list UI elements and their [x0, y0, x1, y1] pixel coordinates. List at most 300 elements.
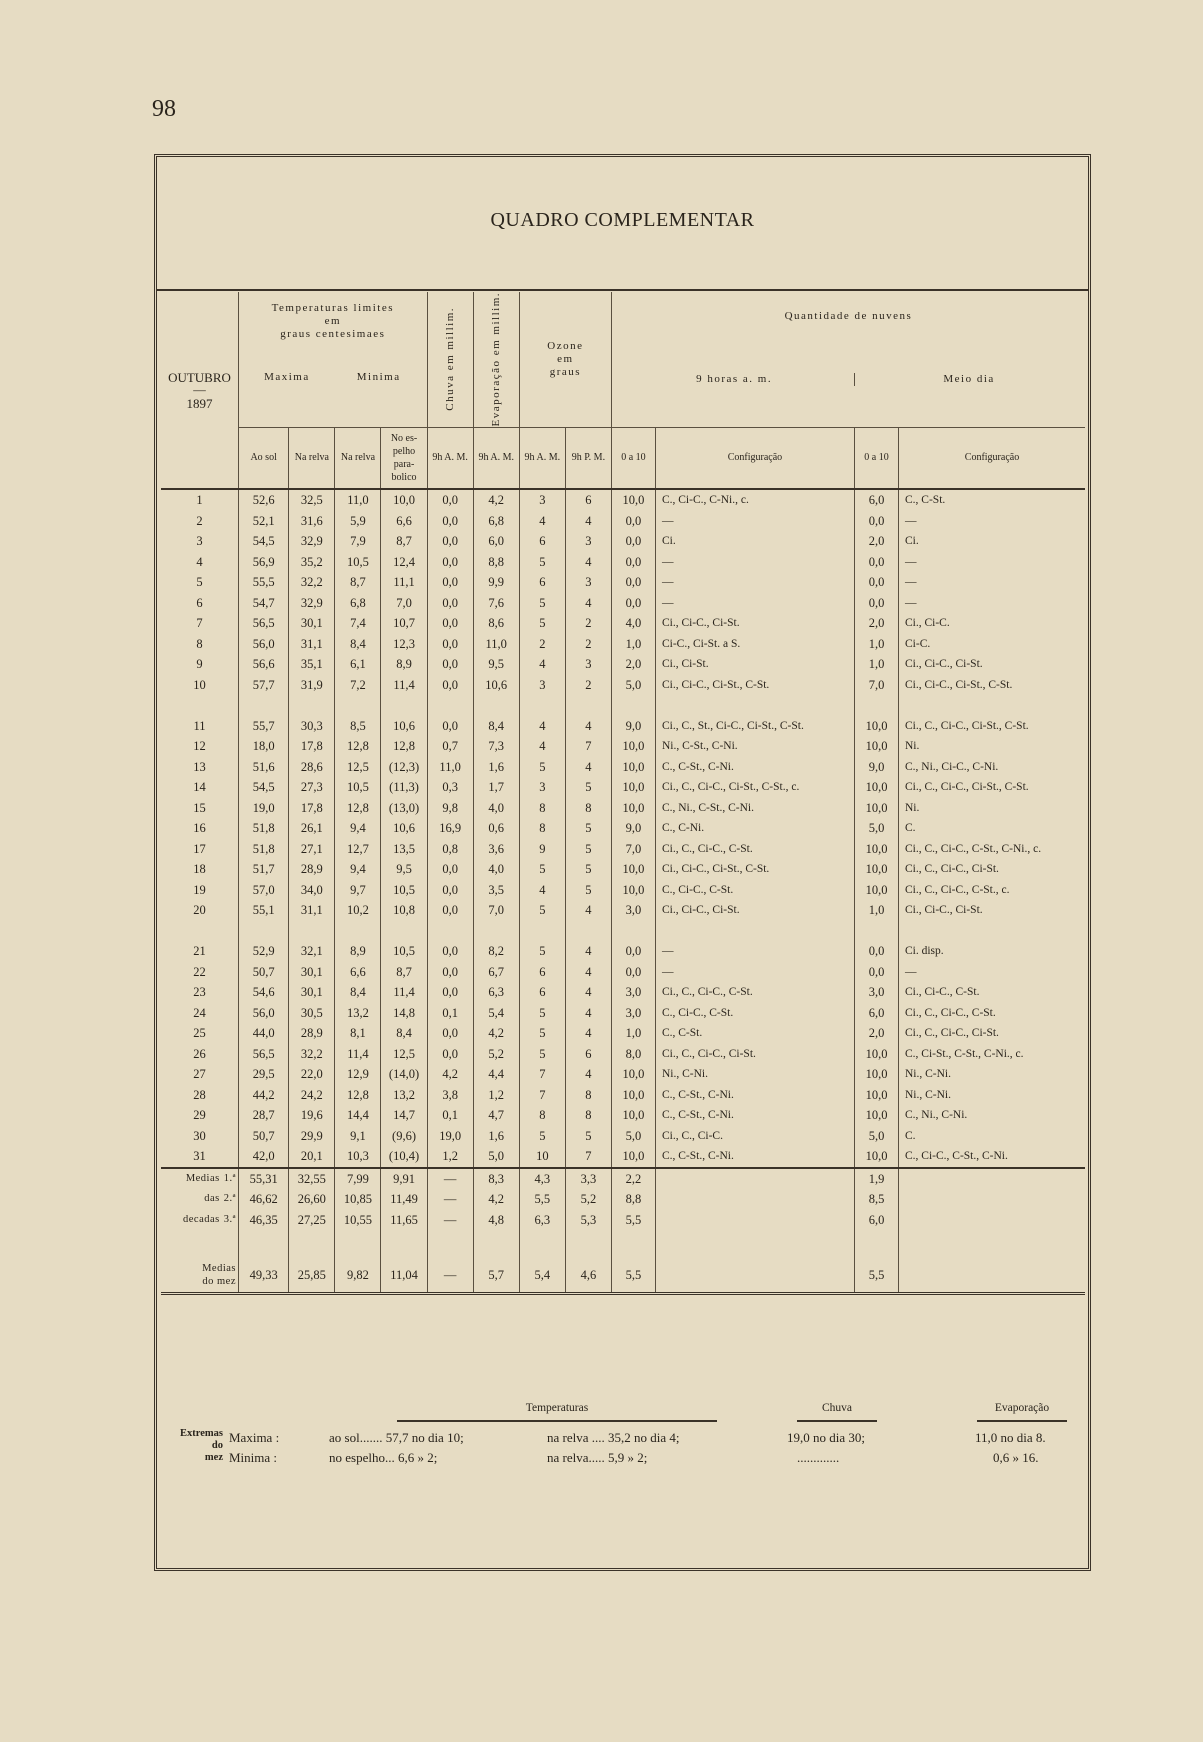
- table-cell: 19: [193, 882, 206, 897]
- table-row: [161, 736, 1085, 757]
- table-cell: 8: [519, 1105, 565, 1126]
- table-cell: 12: [193, 739, 206, 754]
- table-cell: —: [655, 572, 854, 593]
- table-cell: 3: [519, 675, 565, 696]
- table-cell: 0,0: [427, 634, 473, 655]
- table-cell: C., Ci-C., C-St.: [655, 1003, 854, 1024]
- nuvens-am-config-header: Configuração: [655, 427, 854, 489]
- table-cell: 1,2: [427, 1146, 473, 1168]
- table-cell: C., Ci-C., C-St.: [655, 880, 854, 901]
- table-cell: 55,5: [239, 572, 289, 593]
- table-cell: 0,0: [855, 511, 899, 532]
- table-cell: 0,0: [427, 654, 473, 675]
- table-cell: 10,0: [611, 736, 655, 757]
- table-cell: Ci., Ci-C., Ci-St.: [655, 613, 854, 634]
- table-cell: 5,4: [473, 1003, 519, 1024]
- table-cell: 1,6: [473, 757, 519, 778]
- medias-cell: 10,55: [335, 1210, 381, 1231]
- table-cell: 10,0: [611, 859, 655, 880]
- table-cell: 4: [565, 900, 611, 921]
- table-cell: 5,2: [473, 1044, 519, 1065]
- ozone-line-2: em: [557, 352, 574, 365]
- table-cell: Ci., Ci-C.: [899, 613, 1086, 634]
- table-cell: 10,5: [381, 941, 427, 962]
- table-cell: —: [899, 593, 1086, 614]
- table-cell: 28,9: [289, 859, 335, 880]
- table-cell: Ci., C., Ci-C., Ci-St.: [655, 1044, 854, 1065]
- table-cell: 4: [519, 736, 565, 757]
- table-cell: 35,2: [289, 552, 335, 573]
- table-cell: Ci., Ci-C., Ci-St., C-St.: [899, 675, 1086, 696]
- table-row: [161, 1064, 1085, 1085]
- medias-mez-cell: 5,5: [611, 1258, 655, 1294]
- table-cell: 28: [193, 1087, 206, 1102]
- table-cell: C., C-St., C-Ni.: [655, 1085, 854, 1106]
- table-row: [161, 1003, 1085, 1024]
- table-cell: 27: [193, 1067, 206, 1082]
- table-cell: 2: [196, 513, 203, 528]
- table-body: [161, 489, 1085, 1294]
- table-cell: 0,0: [611, 552, 655, 573]
- empty-cell: [655, 1210, 854, 1231]
- table-cell: 0,0: [855, 593, 899, 614]
- medias-mez-cell: 5,5: [855, 1258, 899, 1294]
- table-cell: 5: [519, 1003, 565, 1024]
- table-cell: 35,1: [289, 654, 335, 675]
- medias-mez-row: [161, 1258, 1085, 1294]
- group-spacer: [161, 921, 1085, 942]
- table-cell: 17,8: [289, 736, 335, 757]
- table-cell: 10,0: [855, 798, 899, 819]
- table-cell: 0,0: [427, 941, 473, 962]
- medias-cell: 26,60: [289, 1189, 335, 1210]
- table-cell: 10,0: [611, 1146, 655, 1168]
- temp-group-line-1: Temperaturas limites: [271, 302, 394, 314]
- table-cell: C., C-St.: [655, 1023, 854, 1044]
- table-frame: [154, 154, 1091, 1571]
- table-cell: 4: [565, 1064, 611, 1085]
- table-cell: 10,0: [855, 716, 899, 737]
- table-cell: 6,0: [855, 1003, 899, 1024]
- table-cell: 10,8: [381, 900, 427, 921]
- table-cell: 9,8: [427, 798, 473, 819]
- table-cell: 9,5: [381, 859, 427, 880]
- table-cell: 4,0: [611, 613, 655, 634]
- ozone-pm-header: 9h P. M.: [565, 427, 611, 489]
- ozone-header: [519, 292, 611, 427]
- table-cell: C., C-Ni.: [655, 818, 854, 839]
- meio-dia-header: Meio dia: [854, 373, 1083, 386]
- table-row: [161, 941, 1085, 962]
- table-cell: 51,8: [239, 818, 289, 839]
- table-cell: 5: [565, 777, 611, 798]
- table-cell: 22,0: [289, 1064, 335, 1085]
- table-cell: Ci., C., Ci-C., Ci-St., C-St.: [899, 716, 1086, 737]
- medias-mez-label: [161, 1258, 239, 1294]
- table-cell: 0,0: [855, 941, 899, 962]
- table-cell: 12,8: [335, 798, 381, 819]
- table-cell: 31: [193, 1149, 206, 1164]
- medias-mez-word-1: Medias: [202, 1263, 237, 1274]
- table-cell: 8,7: [335, 572, 381, 593]
- table-row: [161, 1126, 1085, 1147]
- table-row: [161, 675, 1085, 696]
- empty-cell: [655, 1258, 854, 1294]
- table-cell: 10,0: [855, 777, 899, 798]
- table-cell: C., C-St.: [899, 489, 1086, 511]
- table-cell: 16,9: [427, 818, 473, 839]
- table-row: [161, 1105, 1085, 1126]
- table-cell: 7: [519, 1064, 565, 1085]
- table-cell: Ci., Ci-C., Ci-St.: [899, 654, 1086, 675]
- table-cell: 6,1: [335, 654, 381, 675]
- table-cell: 50,7: [239, 1126, 289, 1147]
- table-cell: 10,0: [855, 736, 899, 757]
- evap-time-header: 9h A. M.: [473, 427, 519, 489]
- table-cell: 7: [196, 616, 203, 631]
- medias-decadas-row: [161, 1210, 1085, 1231]
- max-sol: ao sol....... 57,7 no dia 10;: [329, 1430, 464, 1445]
- table-cell: 32,2: [289, 572, 335, 593]
- table-cell: 3,0: [855, 982, 899, 1003]
- table-cell: 6,7: [473, 962, 519, 983]
- table-cell: 10,0: [855, 1044, 899, 1065]
- table-cell: 10,0: [855, 839, 899, 860]
- table-cell: 32,9: [289, 531, 335, 552]
- table-cell: 14: [193, 780, 206, 795]
- table-cell: 0,0: [611, 941, 655, 962]
- medias-mez-cell: 5,7: [473, 1258, 519, 1294]
- medias-mez-cell: 25,85: [289, 1258, 335, 1294]
- table-cell: 10,0: [611, 489, 655, 511]
- minima-header: Minima: [356, 371, 401, 383]
- table-row: [161, 531, 1085, 552]
- table-cell: 0,0: [427, 552, 473, 573]
- na-relva-min-header: Na relva: [335, 427, 381, 489]
- chuva-underline: [797, 1420, 877, 1422]
- empty-cell: [899, 1210, 1086, 1231]
- table-cell: 2: [565, 634, 611, 655]
- table-cell: 8,4: [473, 716, 519, 737]
- table-cell: 8: [565, 798, 611, 819]
- table-row: [161, 880, 1085, 901]
- table-cell: 4: [565, 941, 611, 962]
- table-cell: Ci., C., Ci-C., Ci-St.: [899, 1023, 1086, 1044]
- medias-decadas-label: [161, 1210, 239, 1231]
- medias-mez-cell: 4,6: [565, 1258, 611, 1294]
- table-cell: 9,7: [335, 880, 381, 901]
- table-cell: 7: [519, 1085, 565, 1106]
- table-cell: 12,5: [381, 1044, 427, 1065]
- table-cell: 12,4: [381, 552, 427, 573]
- table-cell: 10,6: [473, 675, 519, 696]
- table-cell: 1,0: [611, 1023, 655, 1044]
- table-row: [161, 593, 1085, 614]
- decada-ordinal: 2.ª: [223, 1193, 237, 1205]
- table-cell: 4: [565, 757, 611, 778]
- table-cell: 10,0: [611, 798, 655, 819]
- table-cell: 52,9: [239, 941, 289, 962]
- table-cell: 3,6: [473, 839, 519, 860]
- medias-cell: —: [427, 1168, 473, 1190]
- table-cell: 10,2: [335, 900, 381, 921]
- table-cell: 4: [519, 880, 565, 901]
- extremas-evaporacao-header: Evaporação: [994, 1402, 1050, 1414]
- table-cell: 8,0: [611, 1044, 655, 1065]
- table-cell: 18,0: [239, 736, 289, 757]
- table-cell: 5,0: [473, 1146, 519, 1168]
- medias-cell: 32,55: [289, 1168, 335, 1190]
- table-cell: 28,7: [239, 1105, 289, 1126]
- maxima-label: Maxima :: [229, 1430, 280, 1445]
- table-cell: 13,5: [381, 839, 427, 860]
- nuvens-header: [611, 292, 1085, 427]
- decada-ordinal: 3.ª: [223, 1213, 237, 1225]
- table-cell: 19,0: [427, 1126, 473, 1147]
- table-cell: 28,6: [289, 757, 335, 778]
- table-cell: Ci., Ci-C., C-St.: [899, 982, 1086, 1003]
- table-cell: 0,0: [855, 552, 899, 573]
- table-cell: 6,6: [381, 511, 427, 532]
- table-row: [161, 654, 1085, 675]
- climate-table: [161, 292, 1085, 1295]
- table-cell: 11,0: [473, 634, 519, 655]
- table-row: [161, 613, 1085, 634]
- min-evap: 0,6 » 16.: [993, 1450, 1039, 1465]
- table-cell: (9,6): [381, 1126, 427, 1147]
- table-cell: 3: [196, 534, 203, 549]
- na-relva-max-header: Na relva: [289, 427, 335, 489]
- table-cell: 13: [193, 759, 206, 774]
- medias-decadas-row: [161, 1189, 1085, 1210]
- table-cell: 7: [565, 736, 611, 757]
- table-cell: 30: [193, 1128, 206, 1143]
- table-cell: 8,7: [381, 531, 427, 552]
- table-cell: Ci., C., Ci-C., Ci-St., C-St.: [899, 777, 1086, 798]
- table-cell: 17,8: [289, 798, 335, 819]
- table-cell: 51,6: [239, 757, 289, 778]
- table-cell: 10,0: [611, 777, 655, 798]
- table-cell: 0,0: [427, 593, 473, 614]
- table-cell: 3: [565, 572, 611, 593]
- table-cell: 29: [193, 1108, 206, 1123]
- table-row: [161, 1146, 1085, 1168]
- table-cell: 0,0: [611, 593, 655, 614]
- table-cell: 6,8: [335, 593, 381, 614]
- table-cell: Ci., C., Ci-C., Ci-St., C-St., c.: [655, 777, 854, 798]
- table-cell: 31,1: [289, 900, 335, 921]
- table-row: [161, 900, 1085, 921]
- table-cell: 0,0: [427, 962, 473, 983]
- table-cell: 7,0: [473, 900, 519, 921]
- table-cell: 5: [565, 859, 611, 880]
- table-cell: 4: [565, 593, 611, 614]
- table-cell: 1,0: [855, 654, 899, 675]
- month-header: [161, 292, 239, 489]
- table-cell: 6: [519, 531, 565, 552]
- table-cell: 3: [565, 531, 611, 552]
- table-cell: 8: [196, 636, 203, 651]
- month-dash: —: [193, 382, 206, 397]
- table-row: [161, 757, 1085, 778]
- table-cell: 55,7: [239, 716, 289, 737]
- table-cell: 12,5: [335, 757, 381, 778]
- table-cell: 5: [519, 900, 565, 921]
- table-cell: Ni., C-St., C-Ni.: [655, 736, 854, 757]
- table-cell: —: [655, 593, 854, 614]
- table-cell: 31,9: [289, 675, 335, 696]
- table-cell: C., Ci-St., C-St., C-Ni., c.: [899, 1044, 1086, 1065]
- table-cell: Ci., Ci-C., Ci-St.: [899, 900, 1086, 921]
- table-cell: 8,4: [335, 982, 381, 1003]
- table-cell: 12,7: [335, 839, 381, 860]
- table-cell: 31,1: [289, 634, 335, 655]
- table-cell: 7,6: [473, 593, 519, 614]
- table-cell: 0,0: [427, 489, 473, 511]
- table-cell: 10,0: [855, 1064, 899, 1085]
- table-cell: 56,6: [239, 654, 289, 675]
- table-cell: 8: [565, 1105, 611, 1126]
- table-cell: 0,0: [611, 962, 655, 983]
- table-cell: 2,0: [855, 613, 899, 634]
- table-cell: 5: [519, 552, 565, 573]
- table-row: [161, 818, 1085, 839]
- table-cell: 30,5: [289, 1003, 335, 1024]
- table-cell: 4,0: [473, 798, 519, 819]
- medias-decadas-row: [161, 1168, 1085, 1190]
- table-cell: 27,1: [289, 839, 335, 860]
- table-cell: Ci.: [655, 531, 854, 552]
- table-cell: Ni., C-Ni.: [655, 1064, 854, 1085]
- table-cell: C., Ni., C-St., C-Ni.: [655, 798, 854, 819]
- table-cell: 5: [519, 613, 565, 634]
- medias-mez-cell: —: [427, 1258, 473, 1294]
- table-cell: 9: [519, 839, 565, 860]
- medias-spacer: [161, 1230, 1085, 1258]
- table-cell: 6,3: [473, 982, 519, 1003]
- table-cell: 5,0: [855, 818, 899, 839]
- table-cell: 4: [565, 1003, 611, 1024]
- table-cell: 5,9: [335, 511, 381, 532]
- table-cell: 57,0: [239, 880, 289, 901]
- table-cell: 9,9: [473, 572, 519, 593]
- table-cell: 24: [193, 1005, 206, 1020]
- table-cell: 25: [193, 1026, 206, 1041]
- table-cell: 11,4: [381, 675, 427, 696]
- table-cell: 54,5: [239, 531, 289, 552]
- table-cell: 4: [519, 511, 565, 532]
- nuvens-noon-scale-header: 0 a 10: [855, 427, 899, 489]
- table-row: [161, 982, 1085, 1003]
- ao-sol-header: Ao sol: [239, 427, 289, 489]
- table-cell: 5: [519, 941, 565, 962]
- table-cell: 8,8: [473, 552, 519, 573]
- table-cell: 2,0: [855, 1023, 899, 1044]
- table-cell: 5: [565, 880, 611, 901]
- table-cell: Ci-C., Ci-St. a S.: [655, 634, 854, 655]
- table-cell: 0,0: [855, 572, 899, 593]
- table-cell: Ni., C-Ni.: [899, 1085, 1086, 1106]
- table-cell: 32,5: [289, 489, 335, 511]
- medias-cell: 9,91: [381, 1168, 427, 1190]
- table-cell: 8: [519, 818, 565, 839]
- table-row: [161, 859, 1085, 880]
- table-cell: 6: [519, 962, 565, 983]
- table-cell: 14,4: [335, 1105, 381, 1126]
- table-row: [161, 777, 1085, 798]
- table-cell: 13,2: [381, 1085, 427, 1106]
- empty-cell: [899, 1168, 1086, 1190]
- table-cell: 10,0: [855, 1085, 899, 1106]
- min-chuva: .............: [797, 1450, 840, 1465]
- table-cell: C.: [899, 1126, 1086, 1147]
- table-cell: 11: [193, 718, 206, 733]
- table-cell: 5: [519, 1023, 565, 1044]
- table-cell: 4: [519, 654, 565, 675]
- table-cell: 0,0: [855, 962, 899, 983]
- table-cell: 3: [519, 777, 565, 798]
- table-cell: 9,0: [855, 757, 899, 778]
- medias-cell: 4,3: [519, 1168, 565, 1190]
- evaporacao-underline: [977, 1420, 1067, 1422]
- table-cell: —: [655, 511, 854, 532]
- table-cell: 0,6: [473, 818, 519, 839]
- extremas-label-3: mez: [204, 1452, 223, 1463]
- table-cell: 20,1: [289, 1146, 335, 1168]
- table-cell: 4,2: [473, 489, 519, 511]
- table-cell: 1,0: [855, 634, 899, 655]
- table-row: [161, 1023, 1085, 1044]
- table-cell: 8: [565, 1085, 611, 1106]
- table-cell: 0,3: [427, 777, 473, 798]
- table-cell: 8,4: [335, 634, 381, 655]
- table-cell: 13,2: [335, 1003, 381, 1024]
- table-cell: 30,1: [289, 982, 335, 1003]
- table-cell: 3,8: [427, 1085, 473, 1106]
- medias-cell: 8,3: [473, 1168, 519, 1190]
- table-cell: 8,6: [473, 613, 519, 634]
- medias-mez-cell: 11,04: [381, 1258, 427, 1294]
- table-cell: 24,2: [289, 1085, 335, 1106]
- medias-decadas-label: [161, 1189, 239, 1210]
- table-cell: 4: [565, 982, 611, 1003]
- table-cell: Ci., C., Ci-C., Ci-St.: [899, 859, 1086, 880]
- chuva-time-header: 9h A. M.: [427, 427, 473, 489]
- table-cell: 56,9: [239, 552, 289, 573]
- table-cell: 6,0: [473, 531, 519, 552]
- table-cell: Ci., C., Ci-C., C-St.: [655, 839, 854, 860]
- table-cell: 5: [565, 1126, 611, 1147]
- chuva-label: Chuva em millim.: [443, 307, 456, 412]
- table-cell: 0,1: [427, 1003, 473, 1024]
- chuva-header: [427, 292, 473, 427]
- medias-cell: 10,85: [335, 1189, 381, 1210]
- table-cell: 7,0: [381, 593, 427, 614]
- table-cell: 4: [565, 962, 611, 983]
- table-cell: (13,0): [381, 798, 427, 819]
- table-cell: Ci., Ci-C., Ci-St., C-St.: [655, 859, 854, 880]
- table-cell: 0,8: [427, 839, 473, 860]
- page-number: 98: [152, 96, 176, 122]
- table-cell: 3,0: [611, 900, 655, 921]
- table-cell: 3,5: [473, 880, 519, 901]
- table-cell: 3: [519, 489, 565, 511]
- table-cell: 4,2: [427, 1064, 473, 1085]
- table-cell: 5: [519, 1126, 565, 1147]
- table-cell: Ci., Ci-C., Ci-St., C-St.: [655, 675, 854, 696]
- table-row: [161, 511, 1085, 532]
- ozone-line-3: graus: [549, 365, 582, 378]
